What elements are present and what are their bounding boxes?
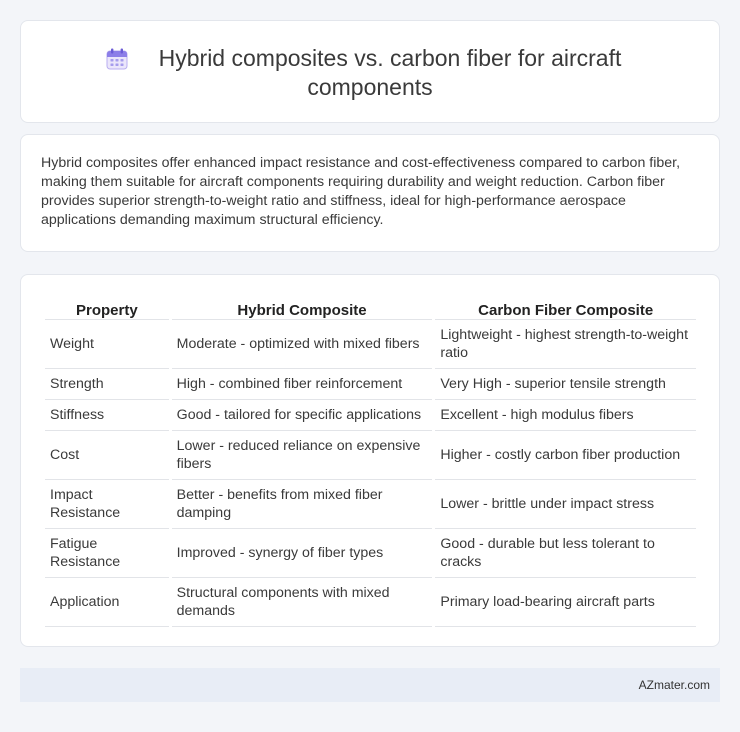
- summary-card: [20, 134, 720, 252]
- table-row: [45, 369, 696, 400]
- table-header-row: [45, 296, 696, 320]
- row-hybrid: Good - tailored for specific applications: [172, 400, 433, 431]
- comparison-table: [42, 296, 699, 627]
- row-hybrid: Lower - reduced reliance on expensive fibers: [172, 431, 433, 480]
- row-property: Application: [45, 578, 169, 627]
- summary-text: Hybrid composites offer enhanced impact resistance and cost-effectiveness compared to carbon fiber, making them suitable for aircraft components requiring durability and weight reduction. Carbon fiber provides superior strength-to-weight ratio and stiffness, ideal for high-performance aerospace applications demanding maximum structural efficiency.: [41, 155, 681, 228]
- header-hybrid: Hybrid Composite: [172, 296, 433, 320]
- table-row: [45, 578, 696, 627]
- row-hybrid: Better - benefits from mixed fiber damping: [172, 480, 433, 529]
- row-hybrid: Improved - synergy of fiber types: [172, 529, 433, 578]
- row-hybrid: Moderate - optimized with mixed fibers: [172, 320, 433, 369]
- row-hybrid: High - combined fiber reinforcement: [172, 369, 433, 400]
- footer: [20, 668, 720, 702]
- row-property: Impact Resistance: [45, 480, 169, 529]
- row-carbon: Lower - brittle under impact stress: [435, 480, 696, 529]
- row-carbon: Primary load-bearing aircraft parts: [435, 578, 696, 627]
- table-row: [45, 480, 696, 529]
- header-property: Property: [45, 296, 169, 320]
- row-property: Fatigue Resistance: [45, 529, 169, 578]
- header-carbon: Carbon Fiber Composite: [435, 296, 696, 320]
- table-row: [45, 320, 696, 369]
- row-carbon: Very High - superior tensile strength: [435, 369, 696, 400]
- row-carbon: Excellent - high modulus fibers: [435, 400, 696, 431]
- row-property: Strength: [45, 369, 169, 400]
- title-line-1: Hybrid composites vs. carbon fiber for aircraft: [158, 45, 622, 71]
- page-title: [21, 44, 719, 102]
- row-carbon: Good - durable but less tolerant to cracks: [435, 529, 696, 578]
- row-hybrid: Structural components with mixed demands: [172, 578, 433, 627]
- row-carbon: Lightweight - highest strength-to-weight ratio: [435, 320, 696, 369]
- table-row: [45, 431, 696, 480]
- row-property: Cost: [45, 431, 169, 480]
- table-row: [45, 400, 696, 431]
- title-card: [20, 20, 720, 123]
- row-property: Weight: [45, 320, 169, 369]
- comparison-card: [20, 274, 720, 647]
- row-carbon: Higher - costly carbon fiber production: [435, 431, 696, 480]
- footer-site-link[interactable]: AZmater.com: [638, 678, 710, 692]
- row-property: Stiffness: [45, 400, 169, 431]
- title-line-2: components: [307, 74, 433, 100]
- table-row: [45, 529, 696, 578]
